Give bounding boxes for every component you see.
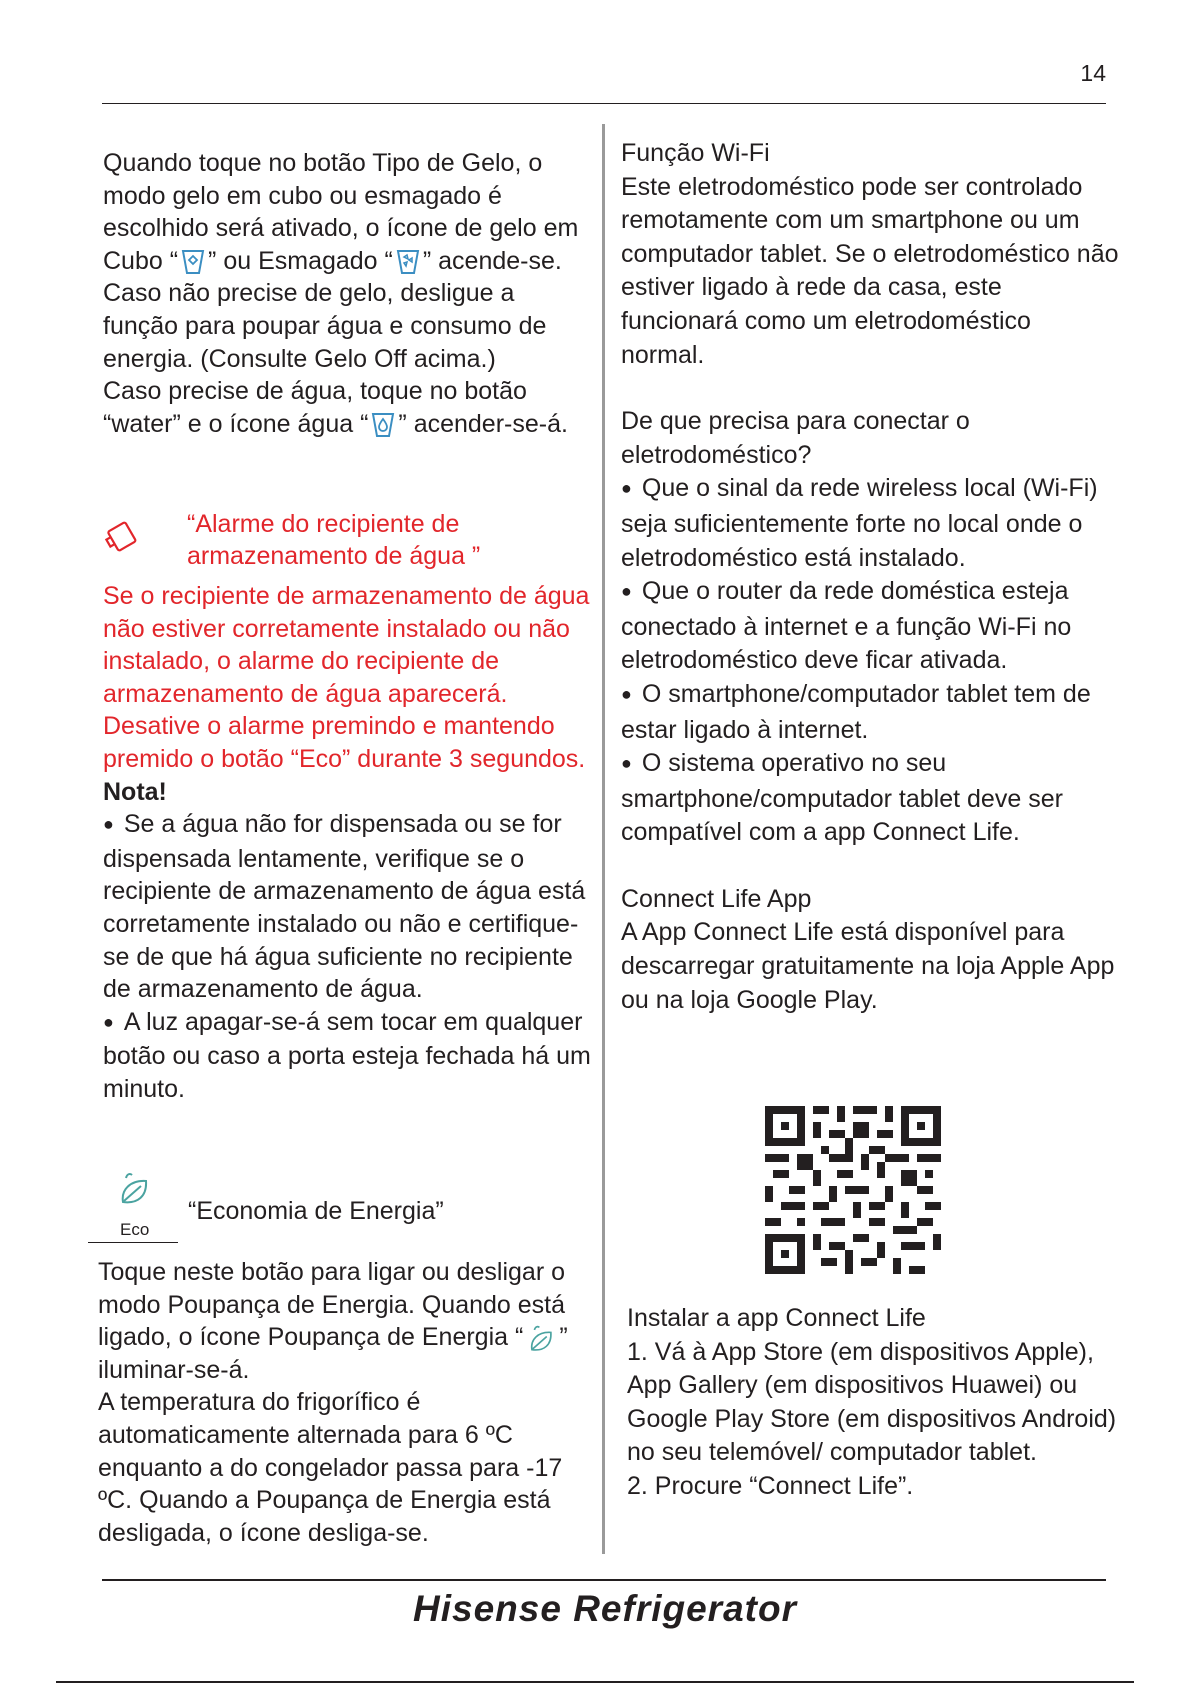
no-ice-paragraph: Caso não precise de gelo, desligue a função para poupar água e consumo de energia. (Consulte Gelo Off acima.) — [103, 279, 547, 373]
eco-text-2: ” iluminar-se-á. — [98, 1323, 568, 1384]
cube-ice-icon — [180, 248, 206, 276]
wifi-text: Este eletrodoméstico pode ser controlado remotamente com um smartphone ou um computador tablet. Se o eletrodoméstico não estiver ligado à rede da casa, este funcionará como um eletrodoméstico normal. — [621, 172, 1119, 369]
install-heading: Instalar a app Connect Life — [627, 1304, 926, 1332]
need-item-3: ● O smartphone/computador tablet tem de estar ligado à internet. — [621, 678, 1121, 747]
eco-paragraph-2: A temperatura do frigorífico é automaticamente alternada para 6 ºC enquanto a do congelador passa para -17 ºC. Quando a Poupança de Energia está desligada, o ícone desliga-se. — [98, 1388, 563, 1547]
crushed-ice-icon — [395, 248, 421, 276]
page-number: 14 — [1080, 60, 1106, 86]
page-bottom-edge — [56, 1681, 1134, 1683]
need-item-4: ● O sistema operativo no seu smartphone/computador tablet deve ser compatível com a app Connect Life. — [621, 747, 1121, 850]
connect-life-qr-code — [765, 1105, 941, 1275]
eco-title: “Economia de Energia” — [188, 1197, 444, 1225]
note-item-2: ● A luz apagar-se-á sem tocar em qualquer botão ou caso a porta esteja fechada há um minuto. — [103, 1006, 593, 1106]
footer-rule — [102, 1579, 1106, 1581]
note-item-1: ● Se a água não for dispensada ou se for dispensada lentamente, verifique se o recipiente de armazenamento de água está corretamente instalado ou não e certifique-se de que há água suficiente no recipiente de armazenamento de água. — [103, 808, 593, 1006]
eco-underline — [88, 1242, 178, 1243]
note-heading: Nota! — [103, 777, 167, 806]
water-icon — [370, 411, 396, 439]
ice-type-text-1: Quando toque no botão Tipo de Gelo, o modo gelo em cubo ou esmagado é escolhido será ativado, o ícone de gelo em Cubo “ — [103, 149, 579, 275]
right-column-bottom — [627, 1302, 1127, 1504]
need-item-2: ● Que o router da rede doméstica esteja conectado à internet e a função Wi-Fi no eletrodoméstico deve ficar ativada. — [621, 575, 1121, 678]
brand-footer: Hisense Refrigerator — [413, 1588, 797, 1629]
column-divider — [602, 124, 605, 1554]
water-paragraph — [103, 375, 593, 440]
alarm-title-line-1: “Alarme do recipiente de — [187, 510, 460, 538]
alarm-title-line-2: armazenamento de água ” — [187, 542, 481, 570]
ice-type-text-2: ” ou Esmagado “ — [208, 246, 393, 275]
app-heading: Connect Life App — [621, 884, 812, 913]
install-step-1: 1. Vá à App Store (em dispositivos Apple), App Gallery (em dispositivos Huawei) ou Google Play Store (em dispositivos Android) no seu telemóvel/ computador tablet. — [627, 1337, 1117, 1467]
left-alarm-note — [103, 580, 593, 1106]
eco-leaf-icon — [116, 1172, 152, 1206]
right-column-top — [621, 137, 1121, 1017]
eco-paragraph-1 — [98, 1256, 598, 1386]
alarm-title — [187, 508, 480, 572]
need-heading: De que precisa para conectar o eletrodoméstico? — [621, 407, 970, 469]
water-text-2: ” acender-se-á. — [398, 409, 568, 438]
water-tank-alarm-heading — [103, 508, 593, 578]
eco-text-1: Toque neste botão para ligar ou desligar o modo Poupança de Energia. Quando está ligado, o ícone Poupança de Energia “ — [98, 1258, 566, 1352]
eco-label: Eco — [120, 1220, 150, 1239]
app-text: A App Connect Life está disponível para descarregar gratuitamente na loja Apple App ou na loja Google Play. — [621, 918, 1115, 1014]
alarm-text: Se o recipiente de armazenamento de água não estiver corretamente instalado ou não instalado, o alarme do recipiente de armazenamento de água aparecerá. Desative o alarme premindo e mantendo premido o botão “Eco” durante 3 segundos. — [103, 582, 590, 773]
ice-type-text-3: ” acende-se. — [422, 246, 562, 275]
left-intro — [103, 147, 593, 440]
need-item-1: ● Que o sinal da rede wireless local (Wi-Fi) seja suficientemente forte no local onde o eletrodoméstico está instalado. — [621, 472, 1121, 575]
water-text-1: Caso precise de água, toque no botão “water” e o ícone água “ — [103, 377, 527, 438]
eco-button-graphic — [88, 1168, 180, 1244]
ice-type-paragraph — [103, 147, 593, 277]
header-rule — [102, 103, 1106, 104]
install-step-2: 2. Procure “Connect Life”. — [627, 1471, 914, 1500]
water-tank-alarm-icon — [103, 520, 139, 554]
left-eco-text — [98, 1256, 598, 1549]
eco-inline-icon — [525, 1325, 557, 1353]
wifi-heading: Função Wi-Fi — [621, 139, 770, 167]
